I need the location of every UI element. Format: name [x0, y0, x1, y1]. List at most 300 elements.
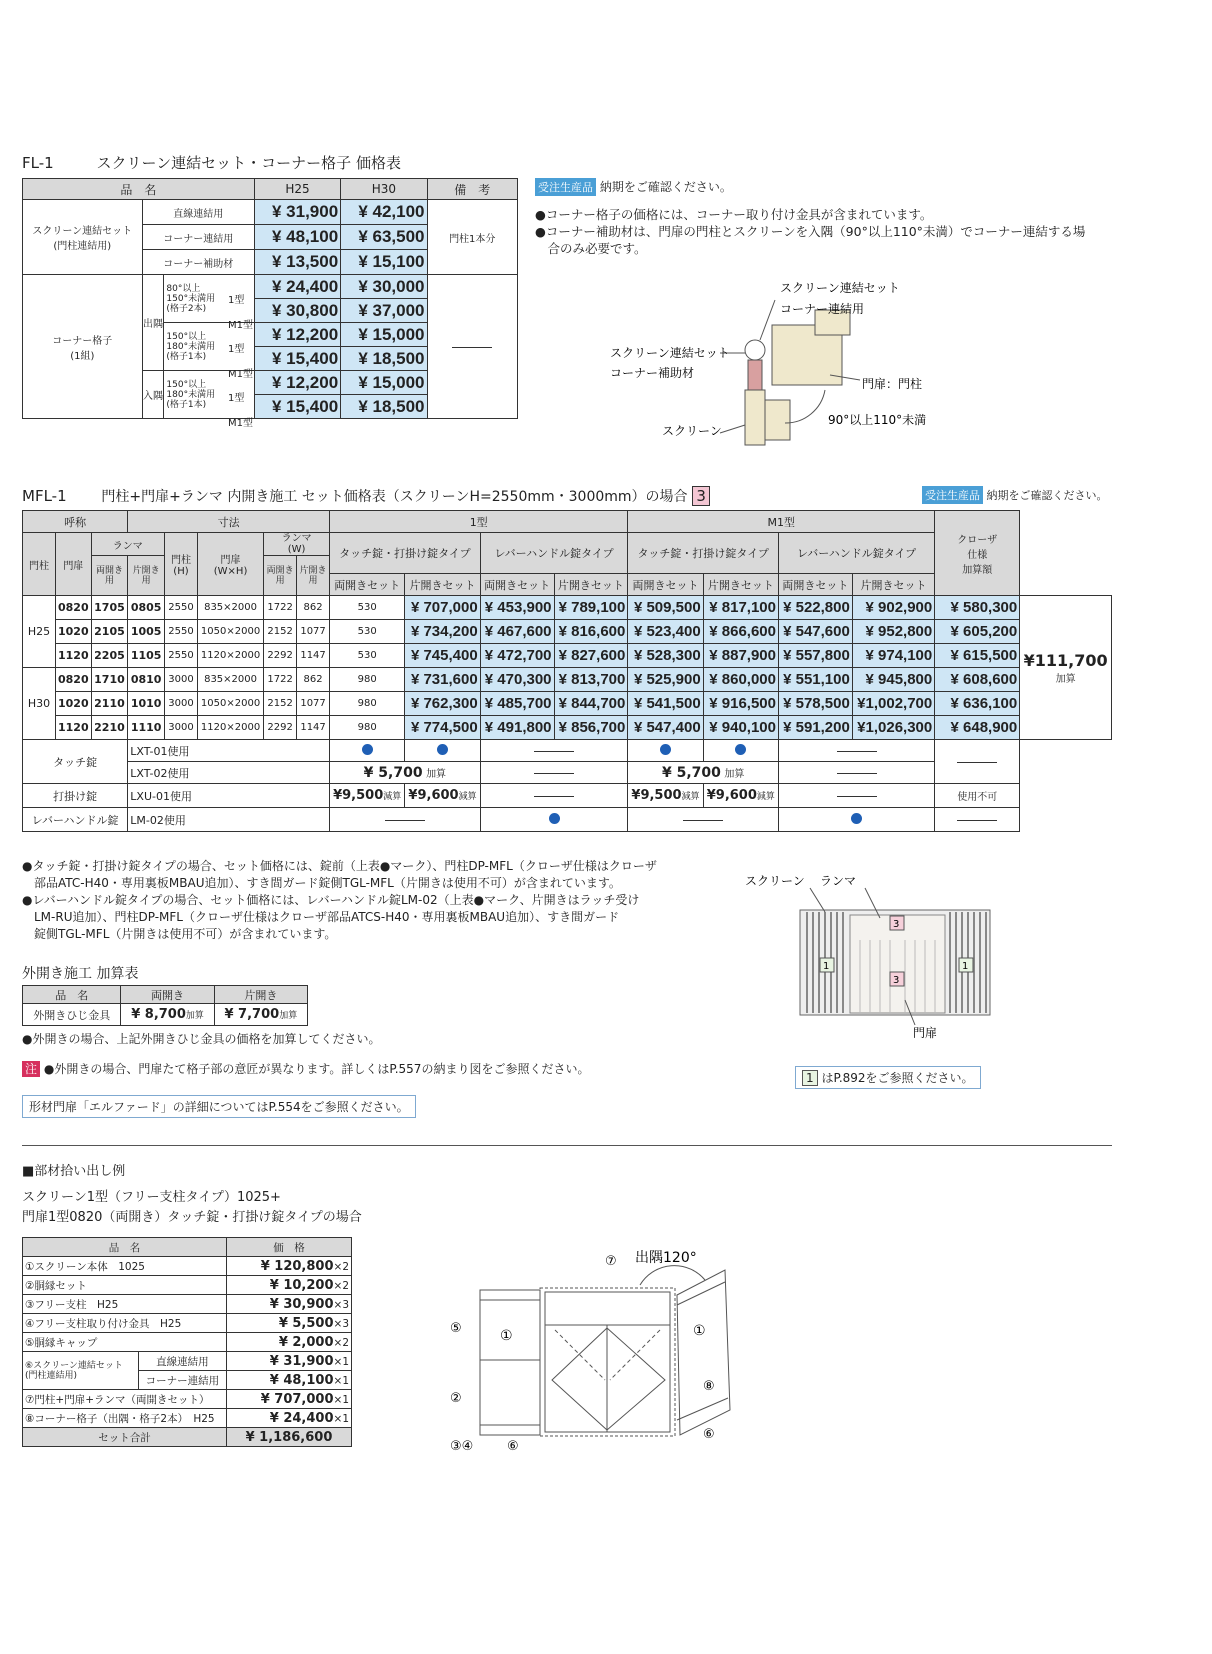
model-code: 2205	[91, 644, 128, 668]
order-badge: 受注生産品	[535, 178, 596, 196]
mfl1-h-double: 両開きセット	[779, 574, 853, 596]
parts-qty: ×2	[333, 1260, 349, 1273]
fl1-h-name: 品 名	[23, 179, 255, 200]
label-screen: スクリーン	[745, 874, 805, 888]
height-group: H25	[23, 596, 56, 668]
ref-text: はP.892をご参照ください。	[821, 1071, 974, 1085]
parts-price: ¥ 707,000	[260, 1391, 334, 1407]
add-label: 加算	[426, 768, 447, 780]
included-dot	[549, 813, 560, 824]
size-value: 1077	[297, 620, 330, 644]
parts-total: ¥ 1,186,600	[245, 1429, 333, 1445]
fl1-corner-label: コーナー格子 (1組)	[23, 275, 143, 419]
dash-mark	[452, 347, 492, 348]
mfl1-notes	[22, 858, 722, 943]
set-price: ¥ 547,400	[628, 716, 703, 740]
latch-label: 打掛け錠	[23, 784, 128, 808]
mfl1-h-double-use: 両開き 用	[264, 556, 297, 596]
dash-mark	[837, 773, 877, 774]
box-3-text: 3	[893, 919, 900, 930]
dash-mark	[534, 751, 574, 752]
size-value: 530	[330, 620, 405, 644]
mfl1-h-double: 両開きセット	[480, 574, 554, 596]
mfl1-h-touch: タッチ錠・打掛け錠タイプ	[330, 533, 481, 574]
num-5: ⑤	[450, 1321, 462, 1336]
outward-title: 外開き施工 加算表	[22, 966, 139, 982]
touch-lock-label: タッチ錠	[23, 740, 128, 784]
size-value: 2550	[164, 644, 197, 668]
set-price: ¥ 860,000	[703, 668, 778, 692]
parts-set-name: コーナー連結用	[138, 1371, 226, 1390]
not-usable: 使用不可	[935, 784, 1020, 808]
fl1-price: ¥ 18,500	[341, 395, 427, 419]
set-price: ¥ 470,300	[480, 668, 554, 692]
fl1-price: ¥ 37,000	[341, 299, 427, 323]
outward-h-double: 両開き	[121, 986, 214, 1004]
model-code: 1105	[128, 644, 165, 668]
parts-sub1: スクリーン1型（フリー支柱タイプ）1025+	[22, 1190, 281, 1205]
note-line: LM-RU追加）、門柱DP-MFL（クローザ仕様はクローザ部品ATCS-H40・専用裏板MBAU追加）、すき間ガード	[22, 910, 620, 924]
parts-name: ⑦門柱+門扉+ランマ（両開きセット）	[23, 1390, 227, 1409]
set-price: ¥ 591,200	[779, 716, 853, 740]
fl1-h-h30: H30	[341, 179, 427, 200]
outward-h-single: 片開き	[214, 986, 307, 1004]
sub-label: 減算	[383, 792, 402, 802]
model-code: 1705	[91, 596, 128, 620]
model-code: 1710	[91, 668, 128, 692]
add-price: ¥ 5,700	[363, 764, 423, 781]
type-label: 1型	[228, 393, 245, 404]
fl1-price: ¥ 48,100	[254, 225, 340, 250]
lm02-label: LM-02使用	[128, 808, 330, 832]
section-divider	[22, 1145, 1112, 1146]
label-set-top: スクリーン連結セット	[780, 281, 900, 295]
fl1-price: ¥ 31,900	[254, 200, 340, 225]
num-1-right: ①	[693, 1323, 706, 1339]
set-price: ¥ 551,100	[779, 668, 853, 692]
model-code: 1005	[128, 620, 165, 644]
set-price: ¥ 580,300	[935, 596, 1020, 620]
screen-left	[480, 1290, 540, 1435]
add-label: 加算	[724, 768, 745, 780]
fl1-type-labels	[228, 289, 253, 436]
fl1-table	[22, 178, 518, 419]
set-price: ¥ 940,100	[703, 716, 778, 740]
set-price: ¥ 467,600	[480, 620, 554, 644]
parts-row	[23, 1257, 352, 1276]
fl1-price: ¥ 15,400	[254, 395, 340, 419]
mfl1-h-ranma: ランマ	[91, 533, 164, 556]
included-dot	[362, 744, 373, 755]
fl1-price: ¥ 12,200	[254, 323, 340, 347]
sub-price: ¥9,500	[631, 788, 682, 803]
parts-row	[23, 1333, 352, 1352]
lxu01-label: LXU-01使用	[128, 784, 330, 808]
aux-material	[748, 360, 762, 390]
label-set-left: スクリーン連結セット	[610, 346, 730, 360]
num-2: ②	[450, 1391, 462, 1406]
sub-price: ¥9,600	[408, 788, 459, 803]
mfl1-h-single: 片開きセット	[703, 574, 778, 596]
num-6-left: ⑥	[507, 1439, 519, 1454]
note-line: ●レバーハンドル錠タイプの場合、セット価格には、レバーハンドル錠LM-02（上表●マーク、片開きはラッチ受け	[22, 893, 640, 907]
size-value: 2550	[164, 596, 197, 620]
outward-note: ●外開きの場合、上記外開きひじ金具の価格を加算してください。	[22, 1032, 381, 1046]
parts-layout-diagram	[445, 1240, 745, 1465]
outward-single: ¥ 7,700	[224, 1007, 280, 1022]
size-value: 980	[330, 668, 405, 692]
label-gate: 門扉：門柱	[862, 377, 923, 391]
set-price: ¥ 608,600	[935, 668, 1020, 692]
ref-p892	[795, 1066, 981, 1089]
dash-mark	[534, 796, 574, 797]
size-value: 1120×2000	[197, 644, 263, 668]
set-price: ¥ 509,500	[628, 596, 703, 620]
mfl1-row	[23, 692, 1112, 716]
type-label: 1型	[228, 344, 245, 355]
box-3-text: 3	[893, 975, 900, 986]
fl1-price: ¥ 30,800	[254, 299, 340, 323]
sub-price: ¥9,500	[333, 788, 384, 803]
set-price: ¥ 491,800	[480, 716, 554, 740]
sub-label: 減算	[756, 792, 775, 802]
dash-mark	[837, 751, 877, 752]
note-line: 錠側TGL-MFL（片開きは使用不可）が含まれています。	[22, 927, 337, 941]
size-value: 530	[330, 644, 405, 668]
fl1-price: ¥ 18,500	[341, 347, 427, 371]
type-label: M1型	[228, 368, 253, 380]
num-34: ③④	[450, 1439, 474, 1454]
fl1-corner-spec: 80°以上 150°未満用 (格子2本)	[164, 275, 254, 323]
size-value: 2292	[264, 644, 297, 668]
mfl1-h-size: 寸法	[128, 511, 330, 533]
set-price: ¥ 557,800	[779, 644, 853, 668]
fl1-price: ¥ 15,400	[254, 347, 340, 371]
model-code: 0805	[128, 596, 165, 620]
model-code: 1120	[56, 716, 92, 740]
mfl1-h-post: 門柱	[23, 533, 56, 596]
mfl1-h-double-use: 両開き 用	[91, 556, 128, 596]
dash-mark	[385, 820, 425, 821]
size-value: 2152	[264, 620, 297, 644]
type-label: M1型	[228, 319, 253, 331]
size-value: 1050×2000	[197, 620, 263, 644]
set-price: ¥ 902,900	[852, 596, 934, 620]
set-price: ¥ 827,600	[554, 644, 628, 668]
fl1-corner-spec: 150°以上 180°未満用 (格子1本)	[164, 323, 254, 371]
parts-price: ¥ 30,900	[269, 1296, 334, 1312]
parts-qty: ×1	[333, 1374, 349, 1387]
note-line: ●タッチ錠・打掛け錠タイプの場合、セット価格には、錠前（上表●マーク）、門柱DP-MFL（クローザ仕様はクローザ	[22, 859, 657, 873]
set-price: ¥ 578,500	[779, 692, 853, 716]
mfl1-h-single: 片開きセット	[852, 574, 934, 596]
parts-price: ¥ 48,100	[269, 1372, 334, 1388]
mfl1-row	[23, 620, 1112, 644]
fl1-price: ¥ 30,000	[341, 275, 427, 299]
outward-h-name: 品 名	[23, 986, 121, 1004]
closer-add: 加算	[1055, 673, 1076, 685]
parts-heading: ■部材拾い出し例	[22, 1164, 126, 1179]
note-line: ●コーナー補助材は、門扉の門柱とスクリーンを入隅（90°以上110°未満）でコーナー連結する場	[535, 224, 1086, 239]
parts-h-name: 品 名	[23, 1238, 227, 1257]
size-value: 2152	[264, 692, 297, 716]
num-8: ⑧	[703, 1379, 715, 1394]
set-price: ¥ 813,700	[554, 668, 628, 692]
set-price: ¥ 734,200	[405, 620, 480, 644]
set-price: ¥ 774,500	[405, 716, 480, 740]
dash-mark	[683, 820, 723, 821]
screen-right	[677, 1270, 730, 1435]
label-gate: 門扉	[913, 1026, 938, 1040]
mfl1-row	[23, 716, 1112, 740]
note-line: 部品ATC-H40・専用裏板MBAU追加）、すき間ガード錠側TGL-MFL（片開きは使用不可）が含まれています。	[22, 876, 621, 890]
mfl1-h-gate: 門扉	[56, 533, 92, 596]
set-price: ¥ 605,200	[935, 620, 1020, 644]
size-value: 980	[330, 692, 405, 716]
fl1-out-corner: 出隅	[142, 275, 164, 371]
mfl1-h-gate-wh: 門扉 (W×H)	[197, 533, 263, 596]
set-price: ¥ 615,500	[935, 644, 1020, 668]
parts-price: ¥ 5,500	[278, 1315, 334, 1331]
parts-table	[22, 1237, 352, 1447]
label-ranma: ランマ	[820, 874, 857, 888]
set-price: ¥ 648,900	[935, 716, 1020, 740]
mfl1-h-post-h: 門柱 (H)	[164, 533, 197, 596]
mfl1-h-touch: タッチ錠・打掛け錠タイプ	[628, 533, 779, 574]
size-value: 2550	[164, 620, 197, 644]
mfl1-h-closer: クローザ 仕様 加算額	[935, 511, 1020, 596]
outward-item: 外開きひじ金具	[23, 1004, 121, 1026]
parts-qty: ×1	[333, 1412, 349, 1425]
size-value: 2292	[264, 716, 297, 740]
parts-row	[23, 1295, 352, 1314]
lxt01-label: LXT-01使用	[128, 740, 330, 762]
parts-qty: ×2	[333, 1336, 349, 1349]
label-aux: コーナー補助材	[610, 366, 695, 380]
parts-qty: ×3	[333, 1298, 349, 1311]
model-code: 1120	[56, 644, 92, 668]
closer-cell	[1020, 596, 1112, 740]
ref-box: 1	[802, 1070, 818, 1086]
model-code: 0820	[56, 668, 92, 692]
parts-name: ④フリー支柱取り付け金具 H25	[23, 1314, 227, 1333]
set-price: ¥ 541,500	[628, 692, 703, 716]
mfl1-h-single-use: 片開き 用	[128, 556, 165, 596]
dash-mark	[534, 773, 574, 774]
size-value: 1077	[297, 692, 330, 716]
size-value: 3000	[164, 692, 197, 716]
parts-total-label: セット合計	[23, 1428, 227, 1447]
angle-label: 出隅120°	[635, 1250, 697, 1266]
fl1-price: ¥ 12,200	[254, 371, 340, 395]
type-label: 1型	[228, 295, 245, 306]
sub-label: 減算	[681, 792, 700, 802]
sub-label: 減算	[458, 792, 477, 802]
outward-table	[22, 985, 308, 1026]
parts-set-name: 直線連結用	[138, 1352, 226, 1371]
fl1-corner-spec: 150°以上 180°未満用 (格子1本)	[164, 371, 254, 419]
size-value: 1050×2000	[197, 692, 263, 716]
parts-sub2: 門扉1型0820（両開き）タッチ錠・打掛け錠タイプの場合	[22, 1210, 362, 1225]
mfl1-h-typem1: M1型	[628, 511, 935, 533]
add-price: ¥ 5,700	[661, 764, 721, 781]
height-group: H30	[23, 668, 56, 740]
model-code: 0810	[128, 668, 165, 692]
set-price: ¥ 887,900	[703, 644, 778, 668]
parts-name: ⑧コーナー格子（出隅・格子2本） H25	[23, 1409, 227, 1428]
model-code: 2105	[91, 620, 128, 644]
included-dot	[851, 813, 862, 824]
set-price: ¥ 636,100	[935, 692, 1020, 716]
set-price: ¥ 974,100	[852, 644, 934, 668]
mfl1-h-double: 両開きセット	[330, 574, 405, 596]
set-price: ¥ 523,400	[628, 620, 703, 644]
parts-name: ③フリー支柱 H25	[23, 1295, 227, 1314]
fl1-title: スクリーン連結セット・コーナー格子 価格表	[96, 154, 401, 172]
note-line: 合のみ必要です。	[535, 241, 647, 256]
mfl1-h-ranma-w: ランマ (W)	[264, 533, 330, 556]
parts-row	[23, 1276, 352, 1295]
set-price: ¥ 528,300	[628, 644, 703, 668]
link-joint	[745, 340, 765, 360]
fl1-h-remark: 備 考	[427, 179, 518, 200]
model-code: 1110	[128, 716, 165, 740]
parts-set-label: ⑥スクリーン連結セット (門柱連結用)	[23, 1352, 139, 1390]
note-line: ●コーナー格子の価格には、コーナー取り付け金具が含まれています。	[535, 207, 933, 222]
parts-price: ¥ 31,900	[269, 1353, 334, 1369]
set-price: ¥ 817,100	[703, 596, 778, 620]
set-price: ¥ 945,800	[852, 668, 934, 692]
set-price: ¥ 453,900	[480, 596, 554, 620]
outward-double: ¥ 8,700	[131, 1007, 186, 1022]
order-note: 納期をご確認ください。	[599, 180, 732, 194]
size-value: 530	[330, 596, 405, 620]
size-value: 862	[297, 596, 330, 620]
fl1-screen-row-label: 直線連結用	[142, 200, 254, 225]
fl1-code: FL-1	[22, 154, 54, 172]
set-price: ¥ 762,300	[405, 692, 480, 716]
order-note: 納期をご確認ください。	[986, 489, 1108, 502]
mfl1-h-type1: 1型	[330, 511, 628, 533]
size-value: 980	[330, 716, 405, 740]
mfl1-h-single: 片開きセット	[405, 574, 480, 596]
fl1-in-corner: 入隅	[142, 371, 164, 419]
set-price: ¥ 844,700	[554, 692, 628, 716]
parts-price: ¥ 10,200	[269, 1277, 334, 1293]
mfl1-row	[23, 644, 1112, 668]
model-code: 2110	[91, 692, 128, 716]
size-value: 835×2000	[197, 668, 263, 692]
closer-price: ¥111,700	[1023, 650, 1108, 670]
set-price: ¥ 816,600	[554, 620, 628, 644]
set-price: ¥1,026,300	[852, 716, 934, 740]
set-price: ¥ 731,600	[405, 668, 480, 692]
mfl1-title: 門柱+門扉+ランマ 内開き施工 セット価格表（スクリーンH=2550mm・3000mm）の場合	[101, 489, 688, 505]
dash-mark	[957, 762, 997, 763]
fl1-price: ¥ 15,100	[341, 250, 427, 275]
sub-price: ¥9,600	[706, 788, 757, 803]
gate-screen-diagram	[745, 870, 1005, 1040]
ref-note: 形材門扉「エルファード」の詳細についてはP.554をご参照ください。	[22, 1095, 416, 1118]
set-price: ¥ 472,700	[480, 644, 554, 668]
model-code: 1010	[128, 692, 165, 716]
add-label: 加算	[185, 1011, 204, 1021]
parts-qty: ×1	[333, 1393, 349, 1406]
parts-qty: ×1	[333, 1355, 349, 1368]
parts-name: ①スクリーン本体 1025	[23, 1257, 227, 1276]
mfl1-h-double: 両開きセット	[628, 574, 703, 596]
fl1-price: ¥ 15,000	[341, 371, 427, 395]
order-badge: 受注生産品	[922, 486, 983, 504]
mfl1-h-lever: レバーハンドル錠タイプ	[779, 533, 935, 574]
included-dot	[660, 744, 671, 755]
fl1-screen-remark: 門柱1本分	[427, 200, 518, 275]
size-value: 1147	[297, 716, 330, 740]
size-value: 835×2000	[197, 596, 263, 620]
fl1-price: ¥ 13,500	[254, 250, 340, 275]
lxt02-label: LXT-02使用	[128, 762, 330, 784]
size-value: 3000	[164, 668, 197, 692]
caution-text: ●外開きの場合、門扉たて格子部の意匠が異なります。詳しくはP.557の納まり図をご参照ください。	[43, 1062, 590, 1076]
size-value: 1722	[264, 596, 297, 620]
set-price: ¥1,002,700	[852, 692, 934, 716]
parts-row	[23, 1314, 352, 1333]
size-value: 3000	[164, 716, 197, 740]
size-value: 1120×2000	[197, 716, 263, 740]
num-1-left: ①	[500, 1328, 513, 1344]
size-value: 1147	[297, 644, 330, 668]
fl1-price: ¥ 24,400	[254, 275, 340, 299]
mfl1-h-name: 呼称	[23, 511, 128, 533]
mfl1-title-box: 3	[692, 486, 710, 506]
lever-lock-label: レバーハンドル錠	[23, 808, 128, 832]
fl1-price: ¥ 42,100	[341, 200, 427, 225]
num-6-right: ⑥	[703, 1427, 715, 1442]
fl1-price: ¥ 15,000	[341, 323, 427, 347]
model-code: 1020	[56, 692, 92, 716]
mfl1-row	[23, 596, 1112, 620]
set-price: ¥ 485,700	[480, 692, 554, 716]
set-price: ¥ 952,800	[852, 620, 934, 644]
set-price: ¥ 745,400	[405, 644, 480, 668]
fl1-corner-remark	[427, 275, 518, 419]
parts-name: ⑤胴縁キャップ	[23, 1333, 227, 1352]
model-code: 1020	[56, 620, 92, 644]
model-code: 2210	[91, 716, 128, 740]
set-price: ¥ 522,800	[779, 596, 853, 620]
parts-price: ¥ 24,400	[269, 1410, 334, 1426]
fl1-screen-row-label: コーナー連結用	[142, 225, 254, 250]
corner-link-diagram	[600, 275, 960, 450]
set-price: ¥ 789,100	[554, 596, 628, 620]
parts-price: ¥ 2,000	[278, 1334, 334, 1350]
fl1-notes	[535, 206, 1145, 257]
mfl1-h-single: 片開きセット	[554, 574, 628, 596]
parts-h-price: 価 格	[227, 1238, 352, 1257]
included-dot	[735, 744, 746, 755]
parts-qty: ×2	[333, 1279, 349, 1292]
set-price: ¥ 707,000	[405, 596, 480, 620]
box-1-text: 1	[823, 961, 830, 972]
label-screen: スクリーン	[662, 424, 722, 438]
type-label: M1型	[228, 417, 253, 429]
mfl1-row	[23, 668, 1112, 692]
label-corner-link: コーナー連結用	[780, 302, 865, 316]
model-code: 0820	[56, 596, 92, 620]
screen-shape	[745, 390, 765, 445]
parts-price: ¥ 120,800	[260, 1258, 334, 1274]
set-price: ¥ 916,500	[703, 692, 778, 716]
